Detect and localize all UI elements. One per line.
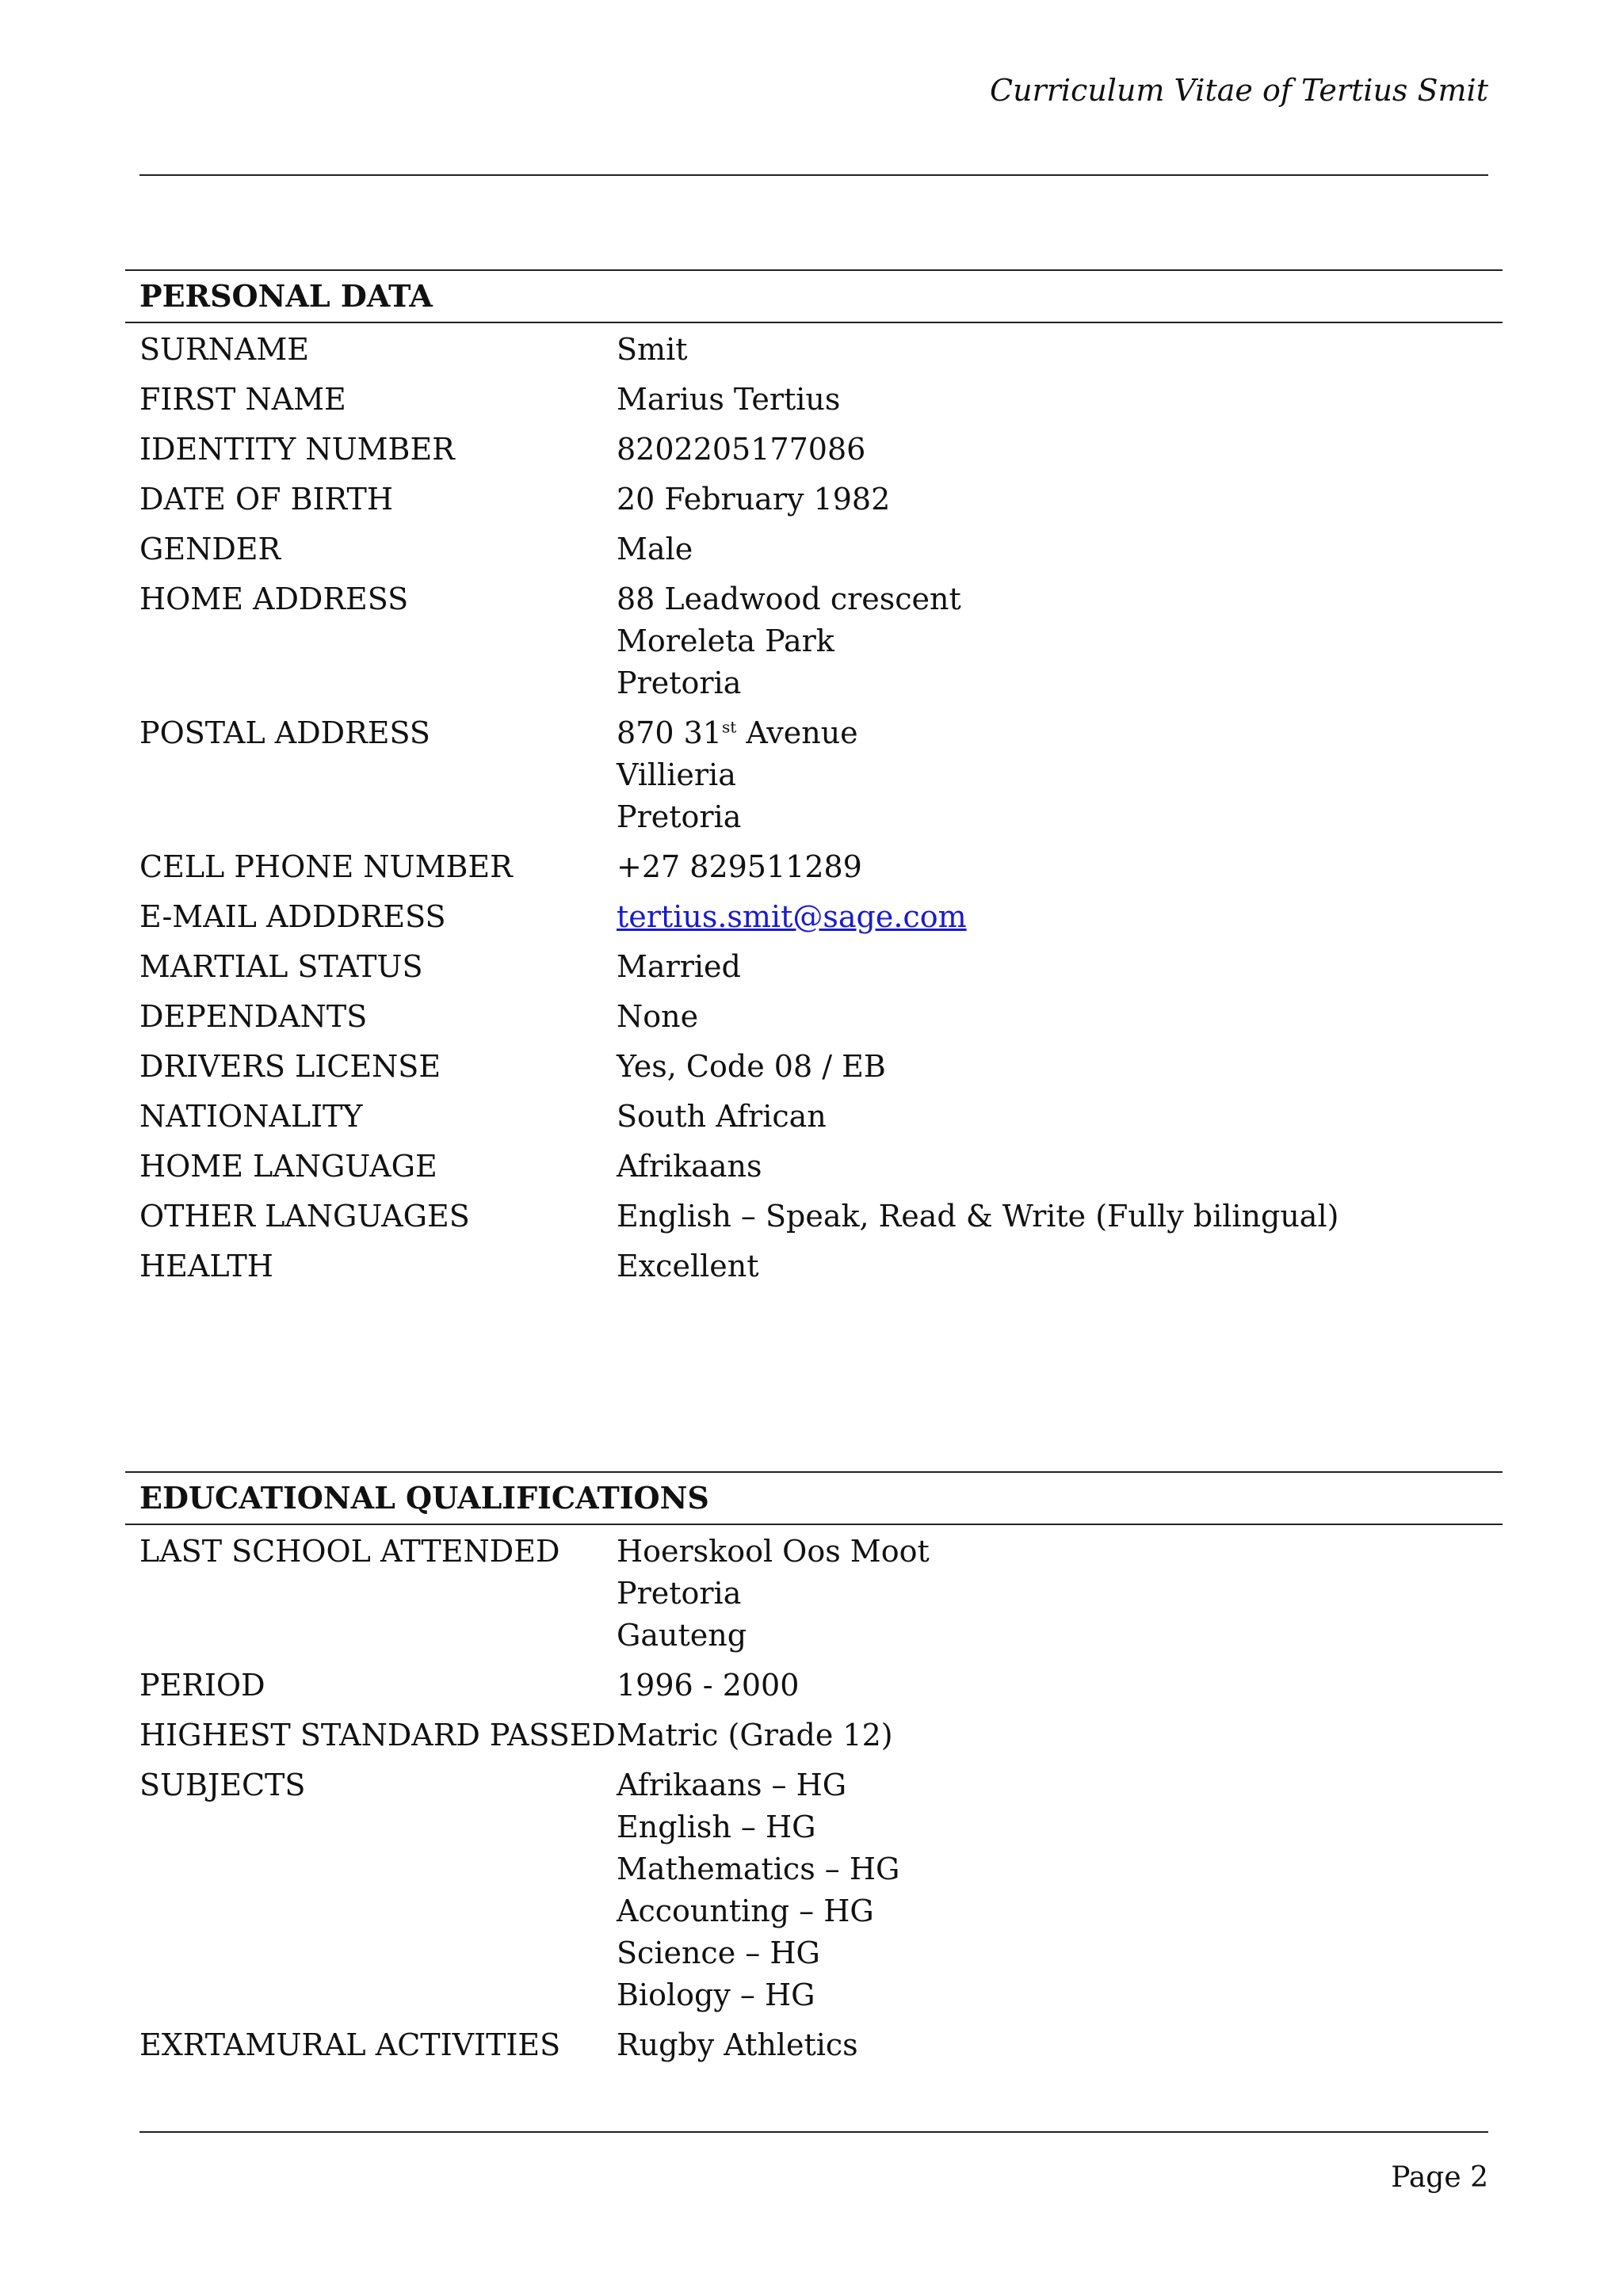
value-line: None [617, 999, 699, 1034]
row-label: SURNAME [139, 332, 310, 367]
value-line: Afrikaans – HG [617, 1768, 847, 1802]
value-line: Hoerskool Oos Moot [617, 1534, 930, 1569]
value-line: Villieria [617, 757, 736, 792]
row-label: DATE OF BIRTH [139, 482, 393, 517]
row-value [617, 379, 1503, 421]
value-line: English – Speak, Read & Write (Fully bilingual) [617, 1199, 1339, 1234]
data-row [125, 1659, 1503, 1709]
value-line: Smit [617, 332, 688, 367]
value-line: South African [617, 1099, 827, 1134]
row-label: DEPENDANTS [139, 999, 368, 1034]
value-line: 20 February 1982 [617, 482, 891, 517]
section-heading: EDUCATIONAL QUALIFICATIONS [125, 1471, 1503, 1525]
page-number: Page 2 [1391, 2161, 1488, 2194]
value-line: Pretoria [617, 799, 742, 834]
data-row [125, 373, 1503, 423]
row-value [617, 1096, 1503, 1138]
row-value [617, 1146, 1503, 1188]
value-line: Biology – HG [617, 1978, 815, 2012]
value-line: Married [617, 949, 741, 984]
data-row [125, 573, 1503, 707]
value-line: Science – HG [617, 1936, 820, 1970]
value-line [617, 896, 1503, 938]
value-line: Gauteng [617, 1618, 747, 1653]
data-row [125, 523, 1503, 573]
row-label: MARTIAL STATUS [139, 949, 423, 984]
value-line: 8202205177086 [617, 432, 866, 467]
row-value [617, 528, 1503, 570]
row-label: HOME LANGUAGE [139, 1149, 437, 1184]
data-row [125, 323, 1503, 373]
data-row [125, 891, 1503, 940]
value-line: Rugby Athletics [617, 2027, 858, 2062]
row-label: IDENTITY NUMBER [139, 432, 455, 467]
value-line: Mathematics – HG [617, 1852, 900, 1886]
data-row [125, 2019, 1503, 2069]
data-row [125, 1140, 1503, 1190]
personal-data-section [125, 269, 1503, 1290]
data-row [125, 990, 1503, 1040]
row-value [617, 712, 1503, 838]
value-line: Afrikaans [617, 1149, 762, 1184]
row-label: PERIOD [139, 1668, 265, 1703]
row-value [617, 1046, 1503, 1088]
row-value [617, 1714, 1503, 1756]
row-value [617, 1531, 1503, 1657]
data-row [125, 1040, 1503, 1090]
row-value [617, 946, 1503, 988]
personal-data-rows [125, 323, 1503, 1290]
row-label: POSTAL ADDRESS [139, 715, 430, 750]
row-value [617, 479, 1503, 521]
value-line: Excellent [617, 1249, 759, 1283]
row-value [617, 846, 1503, 888]
value-line: 870 31st Avenue [617, 715, 858, 750]
data-row [125, 1090, 1503, 1140]
row-value [617, 1196, 1503, 1238]
row-value [617, 996, 1503, 1038]
row-label: HIGHEST STANDARD PASSED [139, 1718, 617, 1753]
row-label: FIRST NAME [139, 382, 346, 417]
row-label: SUBJECTS [139, 1768, 306, 1802]
row-label: HEALTH [139, 1249, 273, 1283]
value-line: 1996 - 2000 [617, 1668, 800, 1703]
value-line: Male [617, 532, 693, 566]
row-value [617, 329, 1503, 371]
education-rows [125, 1525, 1503, 2069]
row-label: OTHER LANGUAGES [139, 1199, 470, 1234]
data-row [125, 1759, 1503, 2019]
email-link[interactable]: tertius.smit@sage.com [617, 899, 967, 934]
value-line: Pretoria [617, 1576, 742, 1611]
row-value [617, 578, 1503, 704]
data-row [125, 423, 1503, 473]
value-line: Marius Tertius [617, 382, 841, 417]
value-line: Moreleta Park [617, 624, 834, 658]
data-row [125, 473, 1503, 523]
value-line: Accounting – HG [617, 1894, 874, 1928]
row-label: EXRTAMURAL ACTIVITIES [139, 2027, 561, 2062]
data-row [125, 1240, 1503, 1290]
row-label: CELL PHONE NUMBER [139, 849, 513, 884]
data-row [125, 841, 1503, 891]
header-title: Curriculum Vitae of Tertius Smit [990, 73, 1488, 108]
value-line: Matric (Grade 12) [617, 1718, 893, 1753]
data-row [125, 940, 1503, 990]
value-line: +27 829511289 [617, 849, 862, 884]
data-row [125, 1709, 1503, 1759]
value-line: Pretoria [617, 666, 742, 700]
row-value [617, 1665, 1503, 1707]
education-section [125, 1471, 1503, 2069]
section-heading: PERSONAL DATA [125, 269, 1503, 323]
row-value [617, 2024, 1503, 2066]
row-label: NATIONALITY [139, 1099, 363, 1134]
row-value [617, 1245, 1503, 1287]
row-label: HOME ADDRESS [139, 582, 409, 616]
row-value [617, 1764, 1503, 2016]
value-line: 88 Leadwood crescent [617, 582, 961, 616]
row-label: E-MAIL ADDDRESS [139, 899, 446, 934]
row-label: GENDER [139, 532, 281, 566]
row-label: LAST SCHOOL ATTENDED [139, 1534, 560, 1569]
header-divider [139, 174, 1488, 176]
data-row [125, 707, 1503, 841]
row-value [617, 896, 1503, 938]
row-value [617, 429, 1503, 471]
footer-divider [139, 2131, 1488, 2133]
data-row [125, 1190, 1503, 1240]
row-label: DRIVERS LICENSE [139, 1049, 441, 1084]
value-line: Yes, Code 08 / EB [617, 1049, 886, 1084]
value-line: English – HG [617, 1810, 816, 1844]
data-row [125, 1525, 1503, 1659]
